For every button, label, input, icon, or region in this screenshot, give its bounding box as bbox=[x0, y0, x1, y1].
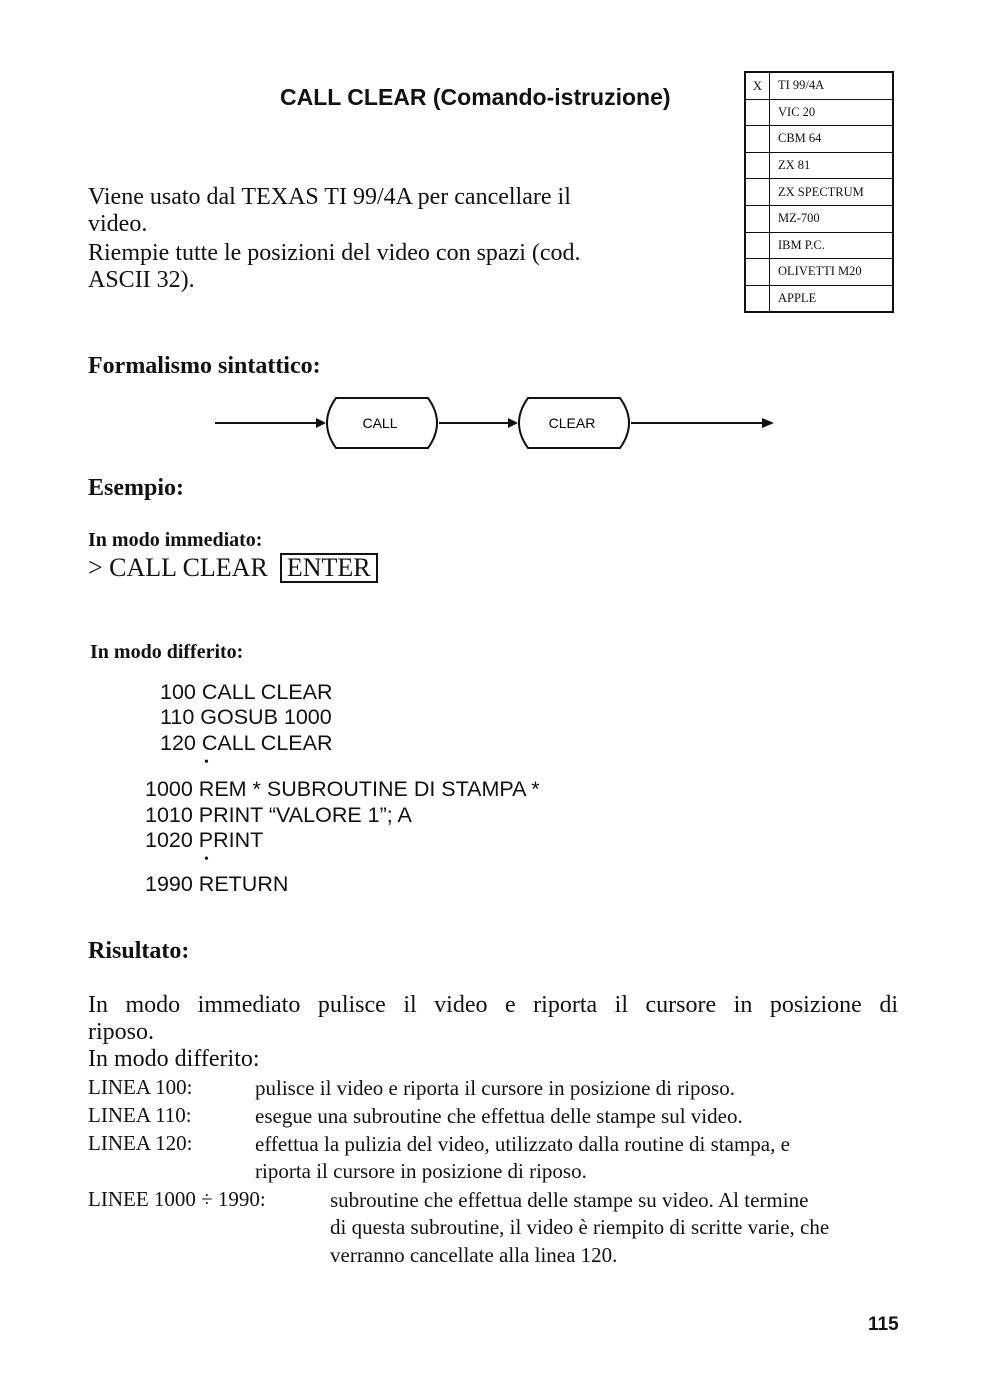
intro-line-4: ASCII 32). bbox=[88, 267, 195, 293]
compat-name: APPLE bbox=[770, 285, 894, 312]
compat-mark bbox=[745, 179, 770, 206]
linea-text: verranno cancellate alla linea 120. bbox=[330, 1243, 618, 1267]
immediate-heading: In modo immediato: bbox=[88, 529, 263, 551]
arrow-head-end bbox=[762, 418, 774, 428]
arrow-head-1 bbox=[316, 418, 326, 428]
intro-line-1: Viene usato dal TEXAS TI 99/4A per cancellare il bbox=[88, 184, 571, 210]
linea-text: effettua la pulizia del video, utilizzato dalla routine di stampa, e bbox=[255, 1132, 790, 1156]
compat-name: ZX 81 bbox=[770, 152, 894, 179]
compat-name: IBM P.C. bbox=[770, 232, 894, 259]
call-box-label: CALL bbox=[362, 415, 398, 431]
compat-row bbox=[745, 72, 893, 99]
page-number: 115 bbox=[868, 1314, 899, 1335]
code-line: 100 CALL CLEAR bbox=[160, 680, 333, 704]
page-title: CALL CLEAR (Comando-istruzione) bbox=[280, 84, 671, 110]
compatibility-table bbox=[744, 71, 894, 313]
clear-box-label: CLEAR bbox=[548, 415, 596, 431]
compat-name: OLIVETTI M20 bbox=[770, 259, 894, 286]
syntax-heading: Formalismo sintattico: bbox=[88, 353, 321, 379]
code-line: 1000 REM * SUBROUTINE DI STAMPA * bbox=[145, 777, 540, 801]
compat-name: ZX SPECTRUM bbox=[770, 179, 894, 206]
enter-key: ENTER bbox=[280, 553, 378, 583]
code-line: 120 CALL CLEAR bbox=[160, 731, 333, 755]
code-line: 1990 RETURN bbox=[145, 872, 289, 896]
compat-mark bbox=[745, 205, 770, 232]
compat-mark bbox=[745, 99, 770, 126]
linea-text: pulisce il video e riporta il cursore in posizione di riposo. bbox=[255, 1076, 735, 1100]
linea-text: subroutine che effettua delle stampe su video. Al termine bbox=[330, 1188, 809, 1212]
ellipsis-dot: • bbox=[204, 755, 209, 770]
example-heading: Esempio: bbox=[88, 475, 184, 501]
linea-text: di questa subroutine, il video è riempito di scritte varie, che bbox=[330, 1215, 830, 1239]
compat-row bbox=[745, 179, 893, 206]
compat-mark bbox=[745, 285, 770, 312]
linea-label: LINEA 120: bbox=[88, 1131, 193, 1155]
compat-name: MZ-700 bbox=[770, 205, 894, 232]
deferred-heading: In modo differito: bbox=[90, 641, 244, 663]
arrow-head-2 bbox=[508, 418, 518, 428]
compat-name: TI 99/4A bbox=[770, 72, 894, 99]
ellipsis-dot: • bbox=[204, 852, 209, 867]
linea-text: riporta il cursore in posizione di riposo. bbox=[255, 1159, 587, 1183]
result-line-3: In modo differito: bbox=[88, 1046, 260, 1072]
immediate-command bbox=[88, 553, 378, 583]
compat-row bbox=[745, 99, 893, 126]
linea-label: LINEE 1000 ÷ 1990: bbox=[88, 1187, 266, 1211]
compat-name: VIC 20 bbox=[770, 99, 894, 126]
compat-row bbox=[745, 285, 893, 312]
result-line-1: In modo immediato pulisce il video e riporta il cursore in posizione di bbox=[88, 992, 898, 1018]
compat-row bbox=[745, 205, 893, 232]
immediate-prompt: > CALL CLEAR bbox=[88, 553, 268, 582]
linea-label: LINEA 110: bbox=[88, 1103, 192, 1127]
linea-text: esegue una subroutine che effettua delle stampe sul video. bbox=[255, 1104, 743, 1128]
compat-row bbox=[745, 232, 893, 259]
result-line-2: riposo. bbox=[88, 1019, 154, 1045]
compat-mark bbox=[745, 152, 770, 179]
result-heading: Risultato: bbox=[88, 938, 190, 964]
compat-mark bbox=[745, 126, 770, 153]
linea-label: LINEA 100: bbox=[88, 1075, 193, 1099]
syntax-diagram bbox=[210, 395, 780, 451]
intro-line-3: Riempie tutte le posizioni del video con spazi (cod. bbox=[88, 240, 581, 266]
compat-mark: X bbox=[745, 72, 770, 99]
compat-row bbox=[745, 126, 893, 153]
intro-line-2: video. bbox=[88, 211, 148, 237]
compat-row bbox=[745, 259, 893, 286]
compat-name: CBM 64 bbox=[770, 126, 894, 153]
compat-mark bbox=[745, 259, 770, 286]
compat-mark bbox=[745, 232, 770, 259]
code-line: 1010 PRINT “VALORE 1”; A bbox=[145, 803, 412, 827]
code-line: 1020 PRINT bbox=[145, 828, 264, 852]
compat-row bbox=[745, 152, 893, 179]
code-line: 110 GOSUB 1000 bbox=[160, 705, 332, 729]
